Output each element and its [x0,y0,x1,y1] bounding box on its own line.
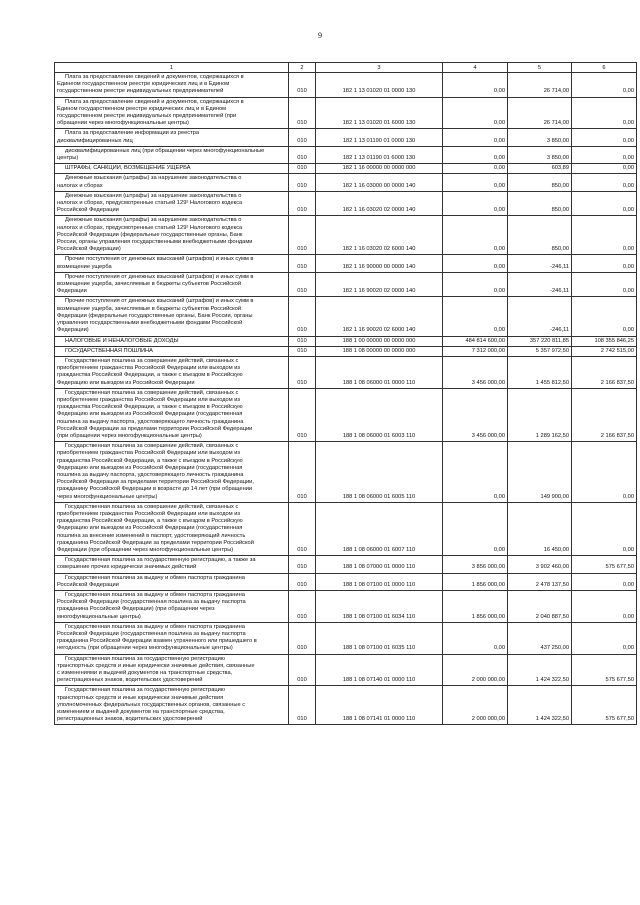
indicator-name-line: пошлина за выдачу паспорта, удостоверяющего личность гражданина [57,418,244,425]
row-value-col5: 3 902 460,00 [508,556,572,573]
row-indicator-name [55,191,289,216]
row-value-col6: 0,00 [572,442,637,503]
row-value-col5: 1 424 322,50 [508,654,572,686]
indicator-name-line: Российской Федерации за пределами территории Российской Федерации, [57,479,254,486]
indicator-name-line: ГОСУДАРСТВЕННАЯ ПОШЛИНА [65,347,153,354]
column-header: 2 [289,63,316,73]
indicator-name-line: Плата за предоставление сведений и документов, содержащихся в [65,98,244,105]
indicator-name-line: Российской Федерации [57,207,119,214]
indicator-name-line: Федерацию или выездом из Российской Федерации (государственная [57,525,243,532]
row-line-code: 010 [289,146,316,163]
row-value-col4: 1 856 000,00 [443,591,508,623]
row-budget-classification-code: 188 1 08 07100 01 6035 110 [316,622,443,654]
row-value-col5: 149 900,00 [508,442,572,503]
indicator-name-line: Российской Федерации за пределами территории Российской Федерации [57,425,253,432]
row-value-col6: 575 677,50 [572,686,637,725]
table-row [55,146,637,163]
row-budget-classification-code: 182 1 16 03000 00 0000 140 [316,174,443,191]
indicator-name-line: Государственная пошлина за совершение действий, связанных с [65,443,239,450]
row-value-col6: 0,00 [572,297,637,336]
row-value-col6: 0,00 [572,146,637,163]
row-value-col5: 850,00 [508,191,572,216]
row-line-code: 010 [289,73,316,98]
table-row [55,336,637,346]
indicator-name-line: Прочие поступления от денежных взысканий (штрафов) и иных сумм в [65,298,254,305]
column-header: 6 [572,63,637,73]
row-line-code: 010 [289,388,316,441]
row-indicator-name [55,591,289,623]
row-indicator-name [55,146,289,163]
row-value-col4: 0,00 [443,216,508,255]
indicator-name-line: приобретением гражданства Российской Федерации или выходом из [57,450,240,457]
indicator-name-line: Федерацию или выездом из Российской Федерации [57,379,195,386]
indicator-name-line: регистрационных знаков, водительских удостоверений [57,677,203,684]
row-line-code: 010 [289,622,316,654]
indicator-name-line: возмещение ущерба, зачисляемые в бюджеты субъектов Российской [57,305,241,312]
row-budget-classification-code: 182 1 16 90020 02 6000 140 [316,297,443,336]
row-indicator-name [55,686,289,725]
row-value-col4: 0,00 [443,255,508,272]
row-value-col5: -246,11 [508,297,572,336]
indicator-name-line: уполномоченных федеральных государственных органов, связанные с [57,701,246,708]
row-indicator-name [55,336,289,346]
row-budget-classification-code: 188 1 08 06000 01 6003 110 [316,388,443,441]
row-indicator-name [55,255,289,272]
row-budget-classification-code: 188 1 08 07000 01 0000 110 [316,556,443,573]
table-row [55,556,637,573]
row-value-col5: 16 450,00 [508,502,572,555]
indicator-name-line: гражданина Российской Федерации взамен утраченного или пришедшего в [57,638,257,645]
column-header: 3 [316,63,443,73]
indicator-name-line: Государственная пошлина за выдачу и обмен паспорта гражданина [65,623,245,630]
row-budget-classification-code: 188 1 08 06000 01 0000 110 [316,356,443,388]
row-value-col4: 3 856 000,00 [443,556,508,573]
row-line-code: 010 [289,556,316,573]
table-row [55,174,637,191]
indicator-name-line: гражданства Российской Федерации, а также с въездом в Российскую [57,457,243,464]
row-value-col5: 850,00 [508,216,572,255]
indicator-name-line: Федерации (при обращении через многофункциональные центры) [57,546,234,553]
row-line-code: 010 [289,216,316,255]
indicator-name-line: Государственная пошлина за выдачу и обмен паспорта гражданина [65,592,245,598]
row-value-col4: 0,00 [443,272,508,297]
row-value-col6: 2 742 515,00 [572,346,637,356]
indicator-name-line: Государственная пошлина за государственную регистрацию [65,655,226,662]
row-value-col4: 0,00 [443,174,508,191]
indicator-name-line: совершение прочих юридически значимых действий [57,564,197,571]
row-value-col5: 1 455 812,50 [508,356,572,388]
row-value-col6: 0,00 [572,272,637,297]
row-value-col5: -246,11 [508,255,572,272]
row-value-col5: 1 289 162,50 [508,388,572,441]
row-indicator-name [55,356,289,388]
row-value-col6: 0,00 [572,191,637,216]
row-budget-classification-code: 182 1 16 90000 00 0000 140 [316,255,443,272]
indicator-name-line: Денежные взыскания (штрафы) за нарушение законодательства о [65,217,242,224]
row-value-col4: 1 856 000,00 [443,573,508,590]
row-budget-classification-code: 182 1 13 01190 01 0000 130 [316,129,443,146]
row-value-col5: 2 040 887,50 [508,591,572,623]
row-value-col6: 575 677,50 [572,654,637,686]
row-line-code: 010 [289,191,316,216]
table-row [55,191,637,216]
row-line-code: 010 [289,654,316,686]
indicator-name-line: гражданину Российской Федерации в возрасте до 14 лет (при обращении [57,486,253,493]
row-budget-classification-code: 188 1 00 00000 00 0000 000 [316,336,443,346]
row-value-col6: 0,00 [572,622,637,654]
row-value-col4: 0,00 [443,622,508,654]
indicator-name-line: гражданина Российской Федерации) (при обращении через [57,606,215,613]
row-value-col6: 575 677,50 [572,556,637,573]
page-number: 9 [318,31,322,40]
table-row [55,388,637,441]
row-indicator-name [55,502,289,555]
row-budget-classification-code: 182 1 16 03020 02 6000 140 [316,216,443,255]
indicator-name-line: негодность (при обращении через многофункциональные центры) [57,645,233,652]
row-line-code: 010 [289,272,316,297]
row-value-col4: 0,00 [443,73,508,98]
row-line-code: 010 [289,573,316,590]
row-budget-classification-code: 188 1 08 06000 01 6005 110 [316,442,443,503]
table-row [55,356,637,388]
row-value-col5: 850,00 [508,174,572,191]
row-indicator-name [55,388,289,441]
row-value-col4: 3 456 000,00 [443,356,508,388]
indicator-name-line: Государственная пошлина за выдачу и обмен паспорта гражданина [65,574,245,581]
indicator-name-line: налогах и сборах [57,182,103,189]
table-row [55,654,637,686]
indicator-name-line: Федерации [57,288,87,295]
row-indicator-name [55,97,289,129]
indicator-name-line: Плата за предоставление информации из реестра [65,130,200,137]
column-header: 5 [508,63,572,73]
row-value-col4: 3 456 000,00 [443,388,508,441]
row-value-col4: 2 000 000,00 [443,686,508,725]
row-value-col4: 0,00 [443,146,508,163]
indicator-name-line: приобретением гражданства Российской Федерации или выходом из [57,510,240,517]
row-value-col4: 0,00 [443,129,508,146]
row-line-code: 010 [289,346,316,356]
row-indicator-name [55,73,289,98]
indicator-name-line: пошлина за выдачу паспорта, удостоверяющего личность гражданина [57,471,244,478]
indicator-name-line: возмещение ущерба [57,263,112,270]
row-value-col6: 0,00 [572,216,637,255]
indicator-name-line: Денежные взыскания (штрафы) за нарушение законодательства о [65,175,242,182]
indicator-name-line: приобретением гражданства Российской Федерации или выходом из [57,365,240,372]
table-row [55,622,637,654]
row-line-code: 010 [289,174,316,191]
row-value-col5: 437 250,00 [508,622,572,654]
indicator-name-line: гражданства Российской Федерации, а также с въездом в Российскую [57,404,243,411]
row-value-col4: 0,00 [443,502,508,555]
row-value-col6: 0,00 [572,255,637,272]
row-value-col4: 0,00 [443,191,508,216]
indicator-name-line: гражданства Российской Федерации, а также с въездом в Российскую [57,518,243,525]
row-budget-classification-code: 182 1 16 00000 00 0000 000 [316,164,443,174]
row-budget-classification-code: 188 1 08 07141 01 0000 110 [316,686,443,725]
indicator-name-line: Государственная пошлина за совершение действий, связанных с [65,357,239,364]
table-row [55,573,637,590]
row-value-col5: 26 714,00 [508,97,572,129]
indicator-name-line: Плата за предоставление сведений и документов, содержащихся в [65,74,244,80]
row-value-col6: 0,00 [572,164,637,174]
row-line-code: 010 [289,297,316,336]
budget-revenue-table [54,62,637,725]
row-line-code: 010 [289,502,316,555]
row-value-col5: 3 850,00 [508,129,572,146]
indicator-name-line: Российской Федерации [57,581,119,588]
row-value-col4: 0,00 [443,442,508,503]
row-value-col5: 26 714,00 [508,73,572,98]
row-indicator-name [55,297,289,336]
row-indicator-name [55,654,289,686]
table-row [55,272,637,297]
indicator-name-line: управления государственными внебюджетными фондами Российской [57,320,243,327]
row-value-col5: 603,89 [508,164,572,174]
row-indicator-name [55,573,289,590]
row-value-col6: 0,00 [572,591,637,623]
table-row [55,591,637,623]
table-row [55,129,637,146]
row-indicator-name [55,346,289,356]
indicator-name-line: Российской Федерации (государственная пошлина за выдачу паспорта [57,631,246,638]
indicator-name-line: приобретением гражданства Российской Федерации или выходом из [57,396,240,403]
indicator-name-line: с изменениями и выдачей документов на транспортные средства, [57,670,233,677]
row-value-col5: 5 357 972,50 [508,346,572,356]
indicator-name-line: Государственная пошлина за государственную регистрацию [65,687,226,694]
row-indicator-name [55,164,289,174]
indicator-name-line: Федерации (федеральные государственные органы, Банк России, органы [57,312,253,319]
indicator-name-line: Прочие поступления от денежных взысканий (штрафов) и иных сумм в [65,273,254,280]
indicator-name-line: Прочие поступления от денежных взысканий (штрафов) и иных сумм в [65,256,254,263]
table-row [55,216,637,255]
indicator-name-line: НАЛОГОВЫЕ И НЕНАЛОГОВЫЕ ДОХОДЫ [65,337,179,344]
indicator-name-line: Российской Федерации) [57,246,121,253]
table-row [55,255,637,272]
row-value-col6: 2 166 837,50 [572,356,637,388]
row-value-col6: 0,00 [572,129,637,146]
row-line-code: 010 [289,442,316,503]
row-value-col5: 357 220 811,85 [508,336,572,346]
table-row [55,97,637,129]
row-line-code: 010 [289,164,316,174]
indicator-name-line: ШТРАФЫ, САНКЦИИ, ВОЗМЕЩЕНИЕ УЩЕРБА [65,165,191,172]
indicator-name-line: центры) [57,155,79,162]
row-budget-classification-code: 182 1 13 01190 01 6000 130 [316,146,443,163]
row-value-col6: 0,00 [572,73,637,98]
row-budget-classification-code: 188 1 08 06000 01 6007 110 [316,502,443,555]
row-value-col4: 0,00 [443,297,508,336]
row-value-col4: 2 000 000,00 [443,654,508,686]
indicator-name-line: Государственная пошлина за совершение действий, связанных с [65,503,239,510]
row-indicator-name [55,174,289,191]
row-budget-classification-code: 188 1 08 00000 00 0000 000 [316,346,443,356]
row-value-col5: 3 850,00 [508,146,572,163]
row-value-col6: 0,00 [572,97,637,129]
indicator-name-line: Единеом государственном реестре юридических лиц и в Едином [57,81,230,88]
indicator-name-line: Федерации) [57,327,89,334]
column-header: 4 [443,63,508,73]
row-budget-classification-code: 182 1 16 90020 02 0000 140 [316,272,443,297]
table-row [55,686,637,725]
row-value-col6: 108 355 846,25 [572,336,637,346]
row-budget-classification-code: 188 1 08 07100 01 0000 110 [316,573,443,590]
indicator-name-line: государственном реестре индивидуальных предпринимателей (при [57,113,237,120]
row-indicator-name [55,216,289,255]
indicator-name-line: налогах и сборах, предусмотренные статьей 129² Налогового кодекса [57,224,243,231]
indicator-name-line: Едином государственном реестре юридических лиц и в Едином [57,105,227,112]
row-indicator-name [55,622,289,654]
row-line-code: 010 [289,336,316,346]
row-value-col6: 0,00 [572,174,637,191]
row-value-col5: -246,11 [508,272,572,297]
row-value-col4: 0,00 [443,97,508,129]
row-budget-classification-code: 182 1 13 01020 01 0000 130 [316,73,443,98]
table-row [55,164,637,174]
row-value-col6: 0,00 [572,573,637,590]
column-header: 1 [55,63,289,73]
row-value-col4: 7 312 000,00 [443,346,508,356]
indicator-name-line: Федерацию или выездом из Российской Федерации (государственная [57,411,243,418]
row-line-code: 010 [289,591,316,623]
indicator-name-line: гражданства Российской Федерации, а также с въездом в Российскую [57,372,243,379]
indicator-name-line: Государственная пошлина за совершение действий, связанных с [65,389,239,396]
indicator-name-line: Российской Федерации (федеральные государственные органы, Банк [57,231,243,238]
table-row [55,346,637,356]
row-value-col5: 1 424 322,50 [508,686,572,725]
indicator-name-line: Денежные взыскания (штрафы) за нарушение законодательства о [65,192,242,199]
row-line-code: 010 [289,97,316,129]
row-indicator-name [55,272,289,297]
indicator-name-line: возмещение ущерба, зачисляемые в бюджеты субъектов Российской [57,281,241,288]
indicator-name-line: Государственная пошлина за государственную регистрацию, а также за [65,557,256,564]
indicator-name-line: России, органы управления государственными внебюджетными фондами [57,239,253,246]
row-budget-classification-code: 188 1 08 07140 01 0000 110 [316,654,443,686]
indicator-name-line: изменением и выдачей документов на транспортные средства, [57,709,225,716]
table-row [55,297,637,336]
indicator-name-line: налогах и сборах, предусмотренные статьей 129² Налогового кодекса [57,200,243,207]
row-indicator-name [55,556,289,573]
indicator-name-line: гражданина Российской Федерации за пределами территории Российской [57,539,254,546]
indicator-name-line: регистрационных знаков, водительских удостоверений [57,716,203,723]
row-indicator-name [55,442,289,503]
indicator-name-line: Российской Федерации (государственная пошлина за выдачу паспорта [57,599,246,606]
row-budget-classification-code: 182 1 16 03020 02 0000 140 [316,191,443,216]
row-line-code: 010 [289,356,316,388]
indicator-name-line: дисквалифицированных лиц [57,137,133,144]
table-body [55,73,637,725]
indicator-name-line: через многофункциональные центры) [57,493,158,500]
indicator-name-line: Федерацию или выездом из Российской Федерации (государственная [57,464,243,471]
row-line-code: 010 [289,686,316,725]
table-header-row [55,63,637,73]
indicator-name-line: дисквалифицированных лиц (при обращении через многофункциональные [65,147,265,154]
table-row [55,502,637,555]
row-line-code: 010 [289,255,316,272]
indicator-name-line: транспортных средств и иные юридически значимые действия [57,694,224,701]
indicator-name-line: транспортных средств и иные юридически значимые действия, связанные [57,662,255,669]
row-value-col4: 0,00 [443,164,508,174]
indicator-name-line: обращении через многофункциональные центры) [57,120,189,127]
row-value-col6: 2 166 837,50 [572,388,637,441]
row-value-col5: 2 478 137,50 [508,573,572,590]
indicator-name-line: многофункциональные центры) [57,613,141,620]
indicator-name-line: пошлина за внесение изменений в паспорт, удостоверяющий личность [57,532,246,539]
row-budget-classification-code: 182 1 13 01020 01 6000 130 [316,97,443,129]
row-value-col4: 484 814 600,00 [443,336,508,346]
row-indicator-name [55,129,289,146]
indicator-name-line: (при обращении через многофункциональные центры) [57,432,202,439]
table-row [55,73,637,98]
indicator-name-line: государственном реестре индивидуальных предпринимателей [57,88,224,95]
row-value-col6: 0,00 [572,502,637,555]
table-row [55,442,637,503]
row-budget-classification-code: 188 1 08 07100 01 6034 110 [316,591,443,623]
row-line-code: 010 [289,129,316,146]
